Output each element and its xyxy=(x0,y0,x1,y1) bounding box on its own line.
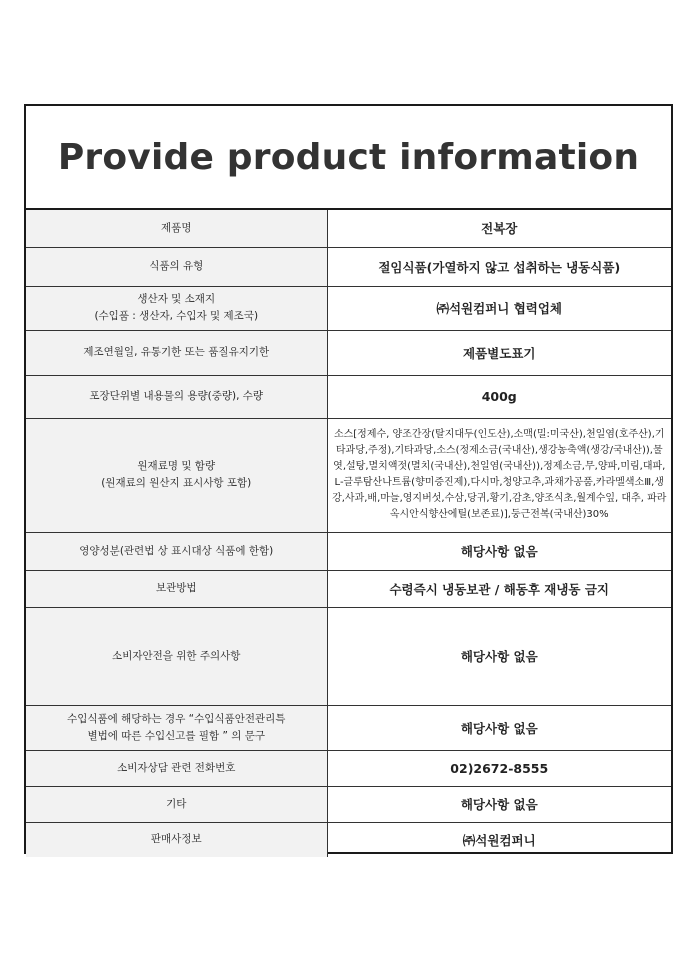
row-value-weight: 400g xyxy=(327,375,671,418)
row-label-nutrition: 영양성분(관련법 상 표시대상 식품에 한함) xyxy=(26,532,327,570)
product-info-table xyxy=(26,210,671,857)
row-value-storage: 수령즉시 냉동보관 / 해동후 재냉동 금지 xyxy=(327,570,671,607)
table-row xyxy=(26,375,671,418)
row-value-ingredients: 소스[정제수, 양조간장(탈지대두(인도산),소맥(밀:미국산),천일염(호주산),기타과당,주정),기타과당,소스(정제소금(국내산),생강농축액(생강/국내산)),물엿,설탕,멸치액젓(멸치(국내산),천일염(국내산)),정제소금,무,양파,미림,대파,L-글루탐산나트륨(향미증진제),다시마,청양고추,과채가공품,카라멜색소Ⅲ,생강,사과,배,마늘,영지버섯,수삼,당귀,황기,감초,양조식초,월계수잎, 대추, 파라옥시안식향산에틸(보존료)],둥근전복(국내산)30% xyxy=(327,418,671,532)
table-row xyxy=(26,822,671,857)
product-info-sheet xyxy=(24,104,673,854)
table-row xyxy=(26,210,671,247)
table-row xyxy=(26,786,671,822)
row-label-producer xyxy=(26,286,327,330)
row-value-date: 제품별도표기 xyxy=(327,330,671,375)
row-label-producer-text: 생산자 및 소재지 (수입품 : 생산자, 수입자 및 제조국) xyxy=(94,293,259,322)
row-value-food-type: 절임식품(가열하지 않고 섭취하는 냉동식품) xyxy=(327,247,671,286)
table-row xyxy=(26,330,671,375)
row-label-date: 제조연월일, 유통기한 또는 품질유지기한 xyxy=(26,330,327,375)
table-row xyxy=(26,532,671,570)
row-label-food-type: 식품의 유형 xyxy=(26,247,327,286)
row-label-import xyxy=(26,705,327,750)
row-label-ingredients-text: 원재료명 및 함량 (원재료의 원산지 표시사항 포함) xyxy=(101,460,252,489)
row-label-etc: 기타 xyxy=(26,786,327,822)
row-value-seller: ㈜석원컴퍼니 xyxy=(462,832,536,848)
row-value-caution: 해당사항 없음 xyxy=(327,607,671,705)
row-value-etc: 해당사항 없음 xyxy=(327,786,671,822)
table-row xyxy=(26,705,671,750)
page-title: Provide product information xyxy=(57,136,640,178)
table-row xyxy=(26,418,671,532)
row-label-storage: 보관방법 xyxy=(26,570,327,607)
row-label-phone: 소비자상담 관련 전화번호 xyxy=(26,750,327,786)
row-label-ingredients xyxy=(26,418,327,532)
row-label-weight: 포장단위별 내용물의 용량(중량), 수량 xyxy=(26,375,327,418)
title-box xyxy=(26,106,671,210)
row-value-import: 해당사항 없음 xyxy=(327,705,671,750)
row-label-product-name: 제품명 xyxy=(26,210,327,247)
table-row xyxy=(26,750,671,786)
table-row xyxy=(26,607,671,705)
row-label-import-text: 수입식품에 해당하는 경우 “수입식품안전관리특 별법에 따른 수입신고를 필함 ” 의 문구 xyxy=(67,712,286,742)
row-value-phone: 02)2672-8555 xyxy=(327,750,671,786)
table-row xyxy=(26,570,671,607)
row-value-nutrition: 해당사항 없음 xyxy=(327,532,671,570)
table-row xyxy=(26,247,671,286)
row-value-product-name: 전복장 xyxy=(327,210,671,247)
table-row xyxy=(26,286,671,330)
row-label-caution: 소비자안전을 위한 주의사항 xyxy=(26,607,327,705)
row-label-seller: 판매사정보 xyxy=(26,822,327,857)
row-value-producer: ㈜석원컴퍼니 협력업체 xyxy=(327,286,671,330)
